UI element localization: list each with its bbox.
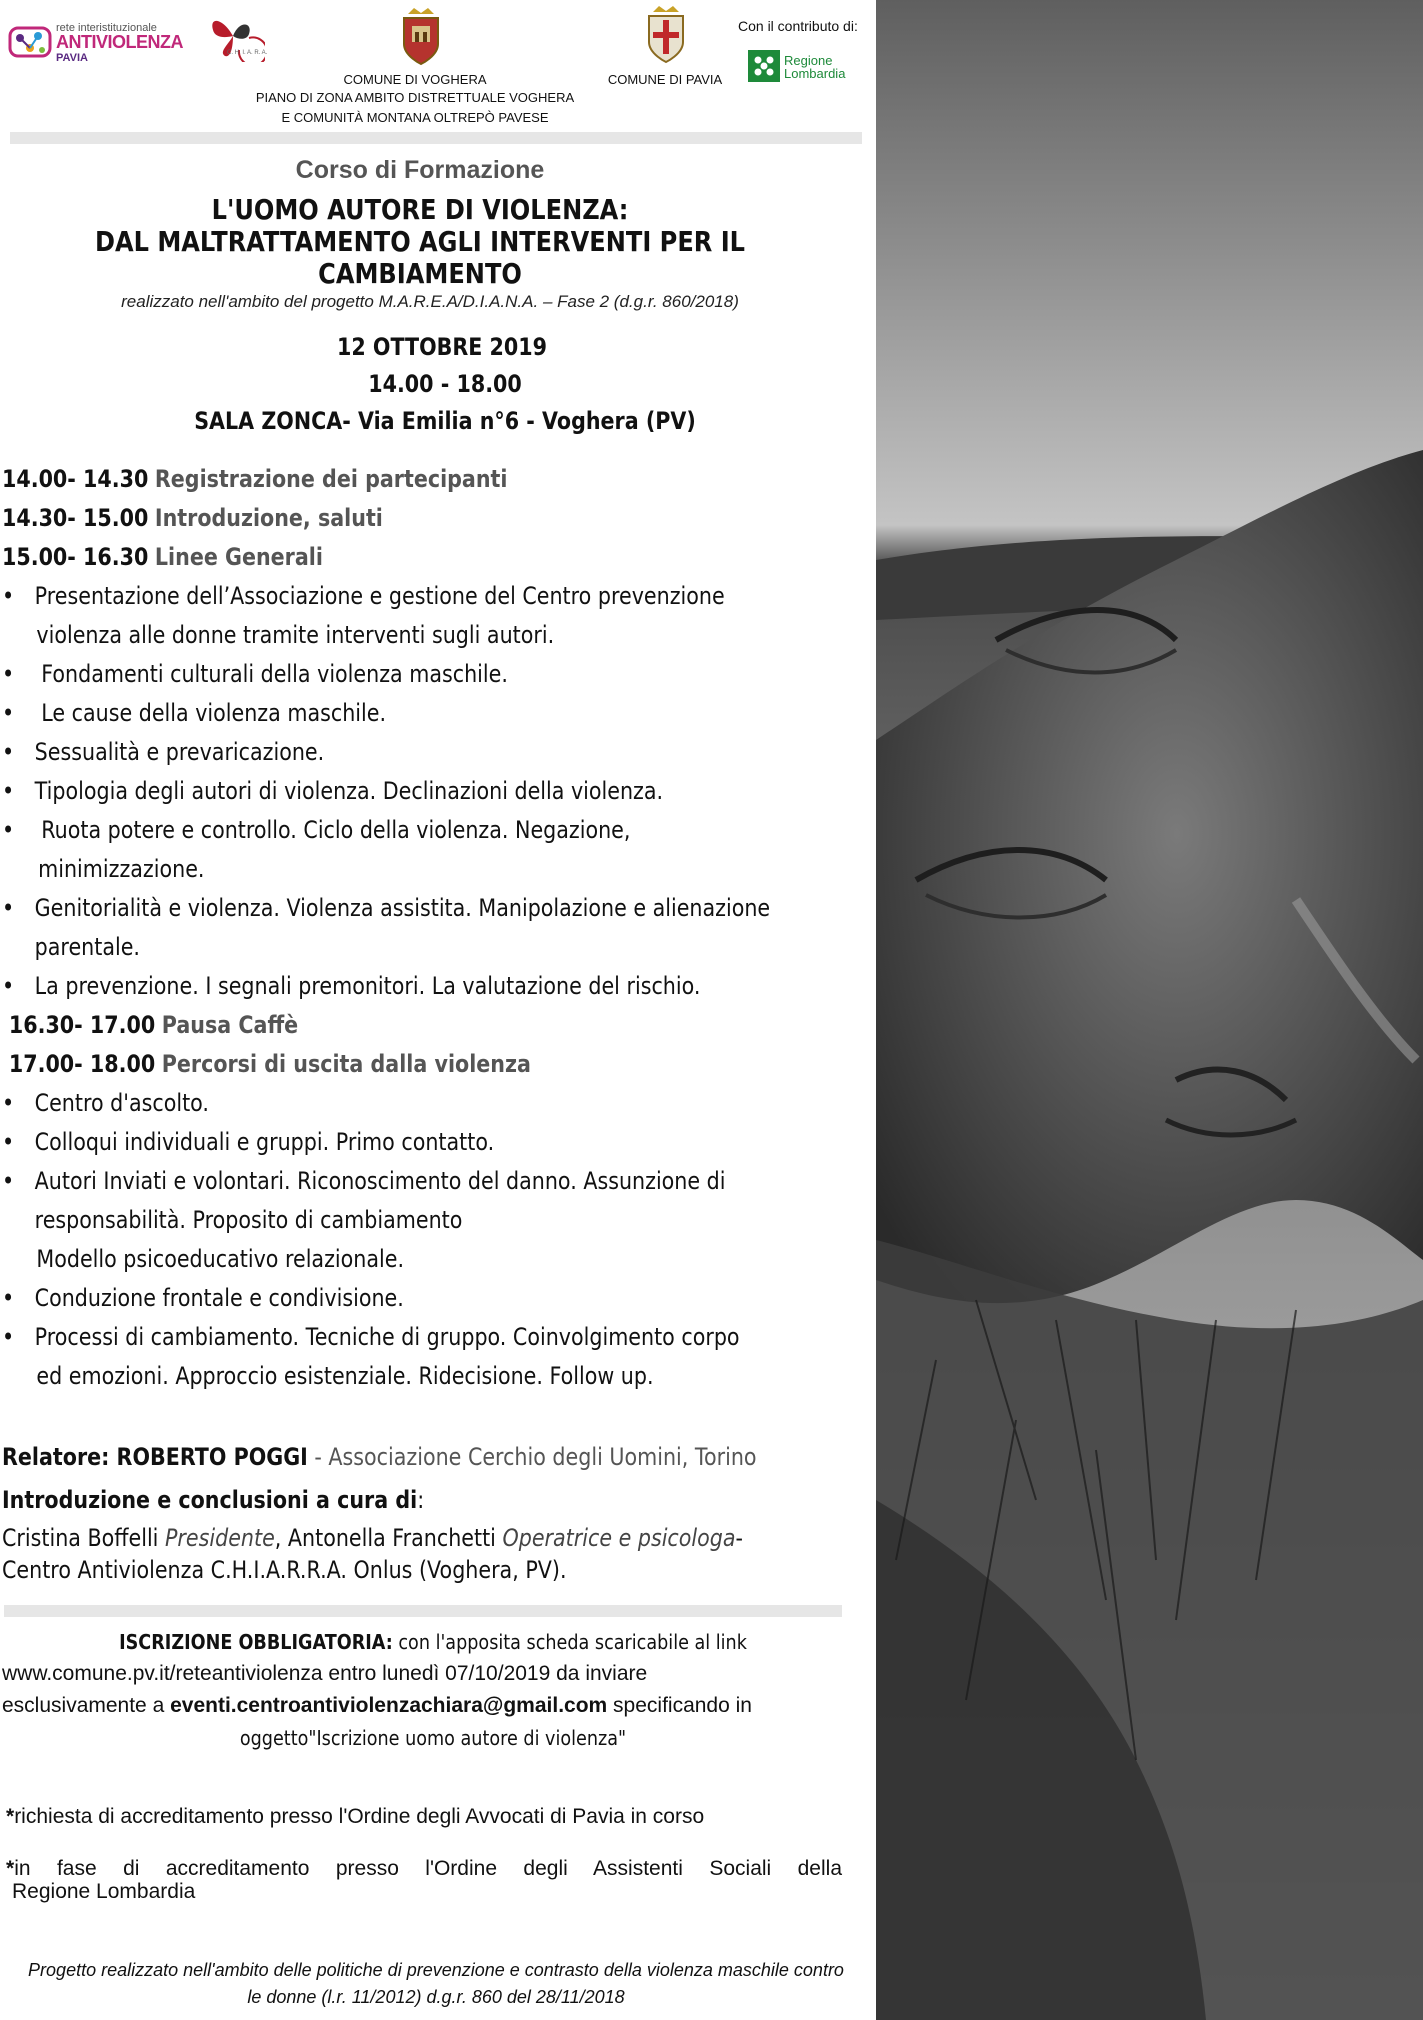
list-item xyxy=(2,1279,750,1318)
course-title-line2: DAL MALTRATTAMENTO AGLI INTERVENTI PER IL xyxy=(94,225,745,258)
note-star: * xyxy=(6,1857,15,1880)
session-time: 16.30- 17.00 xyxy=(8,1011,156,1039)
contribution-label: Con il contributo di: xyxy=(738,18,858,34)
centro-line: Centro Antiviolenza C.H.I.A.R.R.A. Onlus (Voghera, PV). xyxy=(2,1556,567,1584)
speaker-separator: - xyxy=(735,1524,743,1552)
item-text: Genitorialità e violenza. Violenza assistita. Manipolazione e alienazione xyxy=(34,894,771,922)
relatore-line xyxy=(2,1441,757,1473)
item-text: Colloqui individuali e gruppi. Primo contatto. xyxy=(34,1128,495,1156)
list-item xyxy=(2,733,750,772)
comune-voghera-label: COMUNE DI VOGHERA xyxy=(343,72,487,87)
item-text: Fondamenti culturali della violenza maschile. xyxy=(41,660,508,688)
registration-label: ISCRIZIONE OBBLIGATORIA: xyxy=(119,1630,393,1654)
session-label: Introduzione, saluti xyxy=(154,504,383,532)
course-title xyxy=(93,194,747,290)
item-text: Sessualità e prevaricazione. xyxy=(34,738,325,766)
note-text: in fase di accreditamento presso l'Ordine degli Assistenti Sociali della xyxy=(14,1857,842,1880)
note-star: * xyxy=(6,1805,15,1828)
footer-line2: le donne (l.r. 11/2012) d.g.r. 860 del 28/11/2018 xyxy=(247,1987,625,2007)
course-venue: SALA ZONCA- Via Emilia n°6 - Voghera (PV) xyxy=(194,407,696,435)
header-divider xyxy=(10,132,862,144)
bullet: • xyxy=(2,1323,15,1351)
registration-line2: www.comune.pv.it/reteantiviolenza entro lunedì 07/10/2019 da inviare xyxy=(2,1662,648,1685)
course-subtitle: realizzato nell'ambito del progetto M.A.R.E.A/D.I.A.N.A. – Fase 2 (d.g.r. 860/2018) xyxy=(121,292,739,311)
relatore-org: - Associazione Cerchio degli Uomini, Torino xyxy=(307,1443,757,1471)
note-text: richiesta di accreditamento presso l'Ordine degli Avvocati di Pavia in corso xyxy=(14,1805,705,1828)
course-time: 14.00 - 18.00 xyxy=(368,370,522,398)
piano-zona-line2: E COMUNITÀ MONTANA OLTREPÒ PAVESE xyxy=(281,110,549,125)
session-label: Pausa Caffè xyxy=(161,1011,299,1039)
bullet: • xyxy=(2,777,15,805)
list-item-continuation: violenza alle donne tramite interventi sugli autori. xyxy=(36,621,555,649)
accreditation-note-1 xyxy=(6,1805,842,1829)
list-item xyxy=(2,772,750,811)
item-text: Ruota potere e controllo. Ciclo della violenza. Negazione, xyxy=(41,816,631,844)
item-text: Presentazione dell’Associazione e gestione del Centro prevenzione xyxy=(34,582,725,610)
intro-colon: : xyxy=(417,1486,425,1514)
list-item xyxy=(2,577,750,616)
bullet: • xyxy=(2,1089,15,1117)
intro-label: Introduzione e conclusioni a cura di xyxy=(2,1486,418,1514)
list-item-continuation: responsabilità. Proposito di cambiamento xyxy=(34,1206,463,1234)
bullet: • xyxy=(2,582,15,610)
rete-antiviolenza-logo xyxy=(8,20,183,64)
intro-line xyxy=(2,1484,750,1516)
program-session xyxy=(2,1045,750,1084)
pavia-crest-icon xyxy=(645,6,687,64)
list-item-continuation: ed emozioni. Approccio esistenziale. Ridecisione. Follow up. xyxy=(36,1362,654,1390)
rete-logo-line2: ANTIVIOLENZA xyxy=(56,32,183,52)
speaker-name: Cristina Boffelli xyxy=(2,1524,165,1552)
course-type: Corso di Formazione xyxy=(295,156,545,184)
voghera-crest-icon xyxy=(400,8,442,66)
list-item xyxy=(2,655,750,694)
list-item xyxy=(2,1318,750,1357)
regione-line2: Lombardia xyxy=(784,66,846,81)
program-session xyxy=(2,460,750,499)
bullet: • xyxy=(2,738,15,766)
program xyxy=(2,460,771,1396)
session-time: 14.00- 14.30 xyxy=(2,465,149,493)
bullet: • xyxy=(2,660,15,688)
chiara-logo xyxy=(205,12,285,74)
regione-lombardia-logo xyxy=(748,50,858,84)
program-session xyxy=(2,538,750,577)
item-text: Processi di cambiamento. Tecniche di gruppo. Coinvolgimento corpo xyxy=(34,1323,740,1351)
bullet: • xyxy=(2,1167,15,1195)
session-label: Registrazione dei partecipanti xyxy=(154,465,508,493)
program-session xyxy=(2,499,750,538)
list-item xyxy=(2,1162,750,1201)
bullet: • xyxy=(2,972,15,1000)
accreditation-note-2 xyxy=(6,1857,842,1881)
bullet: • xyxy=(2,1128,15,1156)
relatore-name: Relatore: ROBERTO POGGI xyxy=(2,1443,308,1471)
list-item xyxy=(2,889,771,928)
list-item xyxy=(2,811,750,850)
speaker-role: Presidente xyxy=(164,1524,275,1552)
course-date: 12 OTTOBRE 2019 xyxy=(336,333,547,361)
registration-email-link[interactable]: eventi.centroantiviolenzachiara@gmail.com xyxy=(170,1694,608,1717)
rosa-camuna-icon xyxy=(748,50,780,82)
chiara-logo-text: C. H. I. A. R. A. xyxy=(227,50,268,56)
network-icon xyxy=(8,24,52,60)
registration-line3 xyxy=(2,1690,868,1722)
item-text: Centro d'ascolto. xyxy=(34,1089,209,1117)
list-item xyxy=(2,1084,750,1123)
session-time: 17.00- 18.00 xyxy=(8,1050,156,1078)
registration-line4: oggetto"Iscrizione uomo autore di violenza" xyxy=(239,1726,627,1750)
bullet: • xyxy=(2,894,15,922)
item-text: Conduzione frontale e condivisione. xyxy=(34,1284,404,1312)
registration-text: specificando in xyxy=(607,1694,752,1717)
list-item xyxy=(2,967,750,1006)
bullet: • xyxy=(2,1284,15,1312)
rete-logo-line3: PAVIA xyxy=(56,52,88,64)
piano-zona-line1: PIANO DI ZONA AMBITO DISTRETTUALE VOGHERA xyxy=(255,90,575,105)
speaker-name: , Antonella Franchetti xyxy=(274,1524,503,1552)
speaker-role: Operatrice e psicologa xyxy=(502,1524,736,1552)
course-title-line3: CAMBIAMENTO xyxy=(318,257,522,290)
registration-text: con l'apposita scheda scaricabile al link xyxy=(392,1630,747,1654)
item-text: Tipologia degli autori di violenza. Declinazioni della violenza. xyxy=(34,777,664,805)
bullet: • xyxy=(2,816,15,844)
comune-pavia-label: COMUNE DI PAVIA xyxy=(607,72,723,87)
bullet: • xyxy=(2,699,15,727)
list-item-continuation: minimizzazione. xyxy=(38,855,205,883)
session-label: Linee Generali xyxy=(154,543,323,571)
session-label: Percorsi di uscita dalla violenza xyxy=(161,1050,531,1078)
accreditation-note-2-cont: Regione Lombardia xyxy=(12,1880,196,1903)
item-text: Le cause della violenza maschile. xyxy=(41,699,387,727)
list-item xyxy=(2,694,750,733)
list-item xyxy=(2,1123,750,1162)
list-item-continuation: parentale. xyxy=(34,933,140,961)
session-time: 15.00- 16.30 xyxy=(2,543,149,571)
speakers-line xyxy=(2,1522,750,1554)
item-text: Autori Inviati e volontari. Riconoscimento del danno. Assunzione di xyxy=(34,1167,726,1195)
course-title-line1: L'UOMO AUTORE DI VIOLENZA: xyxy=(211,193,629,226)
footer-line1: Progetto realizzato nell'ambito delle politiche di prevenzione e contrasto della violenza maschile contro xyxy=(28,1960,844,1980)
registration-line1 xyxy=(52,1626,814,1658)
session-time: 14.30- 15.00 xyxy=(2,504,149,532)
rete-logo-line1: rete interistituzionale xyxy=(56,22,157,34)
regione-line1: Regione xyxy=(784,53,833,68)
item-text: La prevenzione. I segnali premonitori. La valutazione del rischio. xyxy=(34,972,701,1000)
list-item-continuation: Modello psicoeducativo relazionale. xyxy=(36,1245,405,1273)
registration-text: esclusivamente a xyxy=(2,1694,171,1717)
section-divider xyxy=(4,1605,842,1617)
statue-face-image xyxy=(876,0,1423,2020)
program-session xyxy=(2,1006,750,1045)
